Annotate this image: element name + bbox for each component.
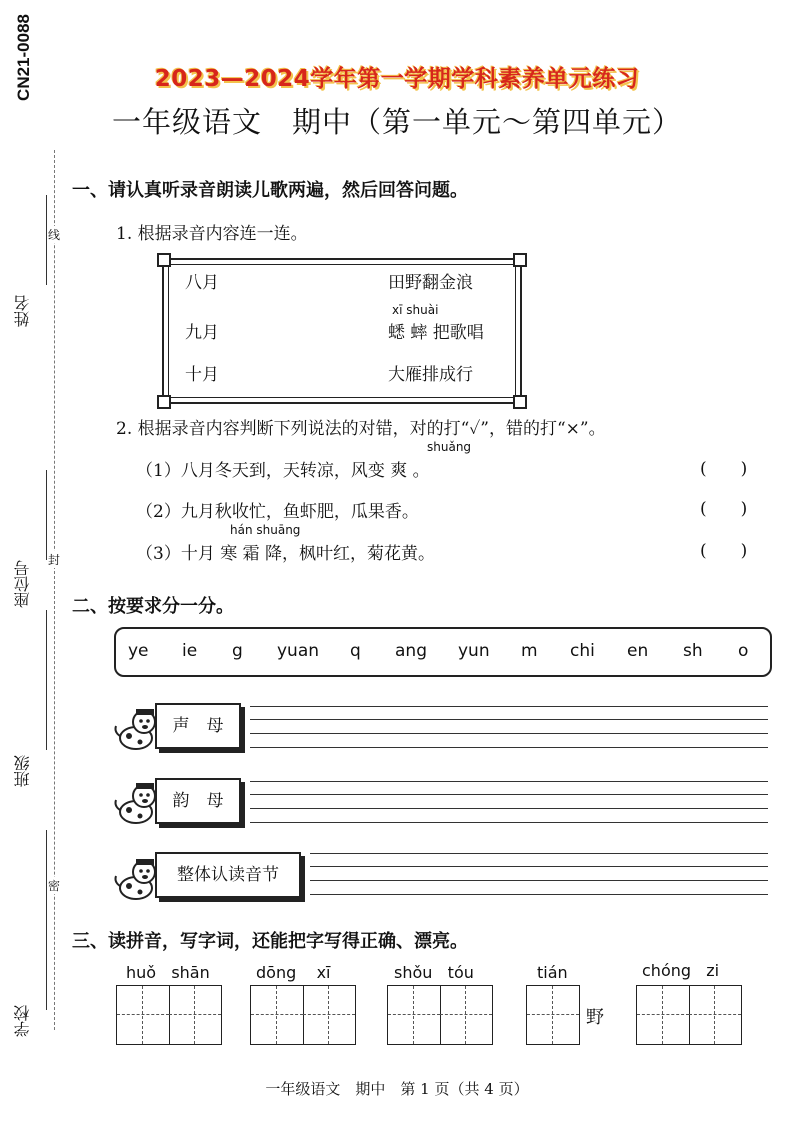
syllable-yuan: yuan xyxy=(277,641,320,661)
pinyin-dongxi: dōng xī xyxy=(256,963,331,982)
write-line-initials-2[interactable] xyxy=(250,719,768,720)
answer-paren-2[interactable]: ( ) xyxy=(700,499,748,519)
syllable-box xyxy=(114,627,772,677)
write-line-finals-2[interactable] xyxy=(250,794,768,795)
match-right-cricket[interactable]: 蟋 蟀 把歌唱 xyxy=(388,323,484,343)
category-whole-syllables-label: 整体认读音节 xyxy=(155,852,301,898)
match-right-fields[interactable]: 田野翻金浪 xyxy=(388,273,473,293)
question-1-1: 1. 根据录音内容连一连。 xyxy=(116,224,308,244)
section-2-title: 二、按要求分一分。 xyxy=(72,596,234,617)
category-initials-label: 声 母 xyxy=(155,703,241,749)
class-line[interactable] xyxy=(46,610,47,750)
section-3-title: 三、读拼音，写字词，还能把字写得正确、漂亮。 xyxy=(72,931,468,952)
write-line-whole-1[interactable] xyxy=(310,853,768,854)
pinyin-huoshan: huǒ shān xyxy=(126,963,210,982)
syllable-ang: ang xyxy=(395,641,427,661)
pinyin-xishuai: xī shuài xyxy=(392,303,439,317)
page-footer: 一年级语文 期中 第 1 页（共 4 页） xyxy=(265,1080,529,1098)
char-grid-shoutou[interactable] xyxy=(387,985,493,1045)
statement-1: （1）八月冬天到，天转凉，风变 爽 。 xyxy=(136,461,430,481)
cut-line xyxy=(54,150,55,1030)
name-line[interactable] xyxy=(46,195,47,285)
answer-paren-3[interactable]: ( ) xyxy=(700,541,748,561)
pinyin-chongzi: chóng zi xyxy=(642,961,720,980)
cut-line-char-seal: 封 xyxy=(48,553,61,567)
write-line-initials-4[interactable] xyxy=(250,747,768,748)
write-line-finals-1[interactable] xyxy=(250,781,768,782)
statement-3: （3）十月 寒 霜 降，枫叶红，菊花黄。 xyxy=(136,544,436,564)
write-line-finals-3[interactable] xyxy=(250,808,768,809)
write-line-initials-1[interactable] xyxy=(250,706,768,707)
cut-line-char-secret: 密 xyxy=(48,879,61,893)
write-line-initials-3[interactable] xyxy=(250,733,768,734)
write-line-whole-3[interactable] xyxy=(310,880,768,881)
class-label: 班级 xyxy=(15,755,32,787)
school-label: 学校 xyxy=(15,1005,32,1037)
match-right-geese[interactable]: 大雁排成行 xyxy=(388,365,473,385)
write-line-whole-2[interactable] xyxy=(310,866,768,867)
char-ye: 野 xyxy=(586,1007,604,1028)
syllable-yun: yun xyxy=(458,641,490,661)
syllable-ie: ie xyxy=(182,641,198,661)
answer-paren-1[interactable]: ( ) xyxy=(700,459,748,479)
section-1-title: 一、请认真听录音朗读儿歌两遍，然后回答问题。 xyxy=(72,180,468,201)
pinyin-hanshuang: hán shuāng xyxy=(230,523,301,537)
syllable-m: m xyxy=(521,641,538,661)
match-left-august[interactable]: 八月 xyxy=(185,273,219,293)
write-line-finals-4[interactable] xyxy=(250,822,768,823)
exam-subtitle: 一年级语文 期中（第一单元～第四单元） xyxy=(111,105,682,139)
syllable-g: g xyxy=(232,641,243,661)
exam-series-title: 2023—2024学年第一学期学科素养单元练习 xyxy=(154,66,640,92)
match-left-september[interactable]: 九月 xyxy=(185,323,219,343)
pinyin-shoutou: shǒu tóu xyxy=(394,963,474,982)
name-label: 姓名 xyxy=(15,295,32,327)
question-1-2: 2. 根据录音内容判断下列说法的对错，对的打“✓”，错的打“×”。 xyxy=(116,419,606,439)
syllable-q: q xyxy=(350,641,361,661)
document-code: CN21-0088 xyxy=(14,14,33,101)
school-line[interactable] xyxy=(46,830,47,1010)
statement-2: （2）九月秋收忙，鱼虾肥，瓜果香。 xyxy=(136,502,419,522)
syllable-sh: sh xyxy=(683,641,703,661)
cut-line-char-line: 线 xyxy=(48,228,61,242)
char-grid-huoshan[interactable] xyxy=(116,985,222,1045)
char-grid-dongxi[interactable] xyxy=(250,985,356,1045)
match-left-october[interactable]: 十月 xyxy=(185,365,219,385)
syllable-ye: ye xyxy=(128,641,149,661)
category-finals-label: 韵 母 xyxy=(155,778,241,824)
pinyin-shuang: shuǎng xyxy=(427,440,472,454)
syllable-en: en xyxy=(627,641,649,661)
char-grid-chongzi[interactable] xyxy=(636,985,742,1045)
char-grid-tian[interactable] xyxy=(526,985,580,1045)
write-line-whole-4[interactable] xyxy=(310,894,768,895)
syllable-o: o xyxy=(738,641,749,661)
seat-label: 座位号 xyxy=(15,560,32,608)
pinyin-tian: tián xyxy=(537,963,568,982)
seat-line[interactable] xyxy=(46,470,47,560)
syllable-chi: chi xyxy=(570,641,595,661)
